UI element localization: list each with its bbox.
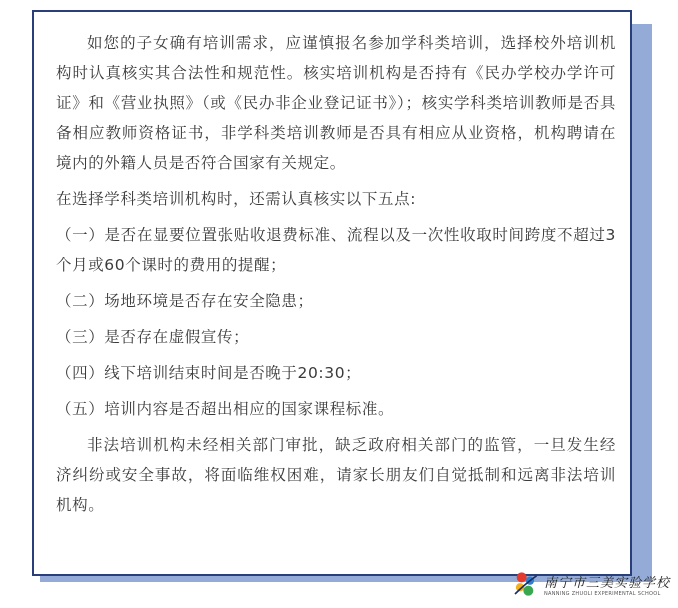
checklist-item-5: （五）培训内容是否超出相应的国家课程标准。 (56, 400, 395, 418)
checklist-item-1: （一）是否在显要位置张贴收退费标准、流程以及一次性收取时间跨度不超过3个月或60个课时的费用的提醒； (56, 226, 616, 274)
school-logo (510, 564, 670, 604)
closing-paragraph: 非法培训机构未经相关部门审批，缺乏政府相关部门的监管，一旦发生经济纠纷或安全事故，将面临维权困难，请家长朋友们自觉抵制和远离非法培训机构。 (56, 436, 616, 514)
school-emblem-icon (510, 566, 540, 602)
notice-card (32, 10, 632, 576)
school-name-en: NANNING ZHUOLI EXPERIMENTAL SCHOOL (543, 590, 661, 597)
checklist-item-4: （四）线下培训结束时间是否晚于20:30； (56, 364, 362, 382)
checklist-item-3: （三）是否存在虚假宣传； (56, 328, 250, 346)
intro-paragraph: 如您的子女确有培训需求，应谨慎报名参加学科类培训，选择校外培训机构时认真核实其合法性和规范性。核实培训机构是否持有《民办学校办学许可证》和《营业执照》（或《民办非企业登记证书》）；核实学科类培训教师是否具备相应教师资格证书，非学科类培训教师是否具有相应从业资格，机构聘请在境内的外籍人员是否符合国家有关规定。 (56, 34, 616, 172)
school-name-cn: 南宁市三美实验学校 (543, 575, 670, 591)
checklist-item-2: （二）场地环境是否存在安全隐患； (56, 292, 314, 310)
checklist-heading: 在选择学科类培训机构时，还需认真核实以下五点: (56, 190, 417, 208)
